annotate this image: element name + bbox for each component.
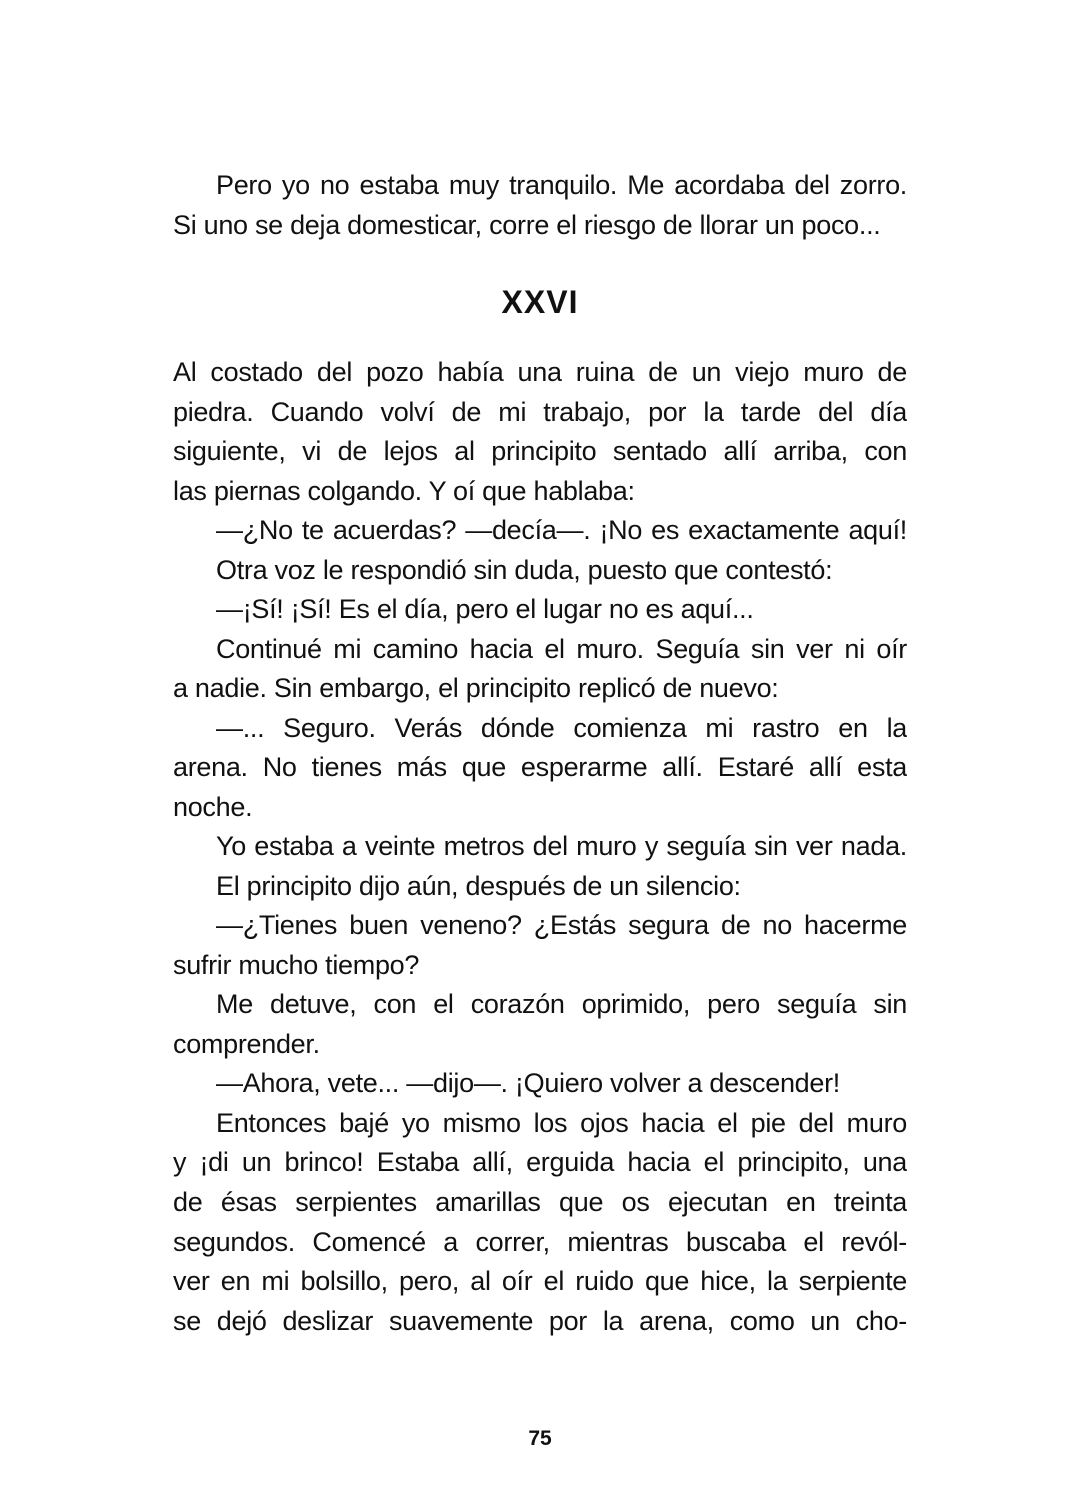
body-line: ver en mi bolsillo, pero, al oír el ruido que hice, la serpiente — [173, 1266, 907, 1296]
body-line: Entonces bajé yo mismo los ojos hacia el pie del muro — [216, 1108, 907, 1138]
body-line: Yo estaba a veinte metros del muro y seguía sin ver nada. — [216, 831, 907, 861]
body-line: siguiente, vi de lejos al principito sentado allí arriba, con — [173, 436, 907, 466]
body-line: —... Seguro. Verás dónde comienza mi rastro en la — [216, 713, 907, 743]
body-line: Otra voz le respondió sin duda, puesto que contestó: — [216, 555, 833, 585]
intro-line-1: Pero yo no estaba muy tranquilo. Me acordaba del zorro. — [216, 170, 907, 200]
body-line: y ¡di un brinco! Estaba allí, erguida hacia el principito, una — [173, 1147, 907, 1177]
body-line: sufrir mucho tiempo? — [173, 950, 420, 980]
body-line: —¿No te acuerdas? —decía—. ¡No es exactamente aquí! — [216, 515, 907, 545]
body-line: El principito dijo aún, después de un silencio: — [216, 871, 741, 901]
intro-line-2: Si uno se deja domesticar, corre el riesgo de llorar un poco... — [173, 210, 881, 240]
body-line: comprender. — [173, 1029, 320, 1059]
body-line: Me detuve, con el corazón oprimido, pero seguía sin — [216, 989, 907, 1019]
page-number: 75 — [528, 1427, 552, 1450]
body-line: Continué mi camino hacia el muro. Seguía sin ver ni oír — [216, 634, 907, 664]
body-line: Al costado del pozo había una ruina de un viejo muro de — [173, 357, 907, 387]
body-line: las piernas colgando. Y oí que hablaba: — [173, 476, 635, 506]
body-line: de ésas serpientes amarillas que os ejecutan en treinta — [173, 1187, 907, 1217]
body-line: se dejó deslizar suavemente por la arena, como un cho- — [173, 1306, 907, 1336]
body-line: segundos. Comencé a correr, mientras buscaba el revól- — [173, 1227, 907, 1257]
body-line: —¿Tienes buen veneno? ¿Estás segura de no hacerme — [216, 910, 907, 940]
body-line: arena. No tienes más que esperarme allí. Estaré allí esta — [173, 752, 907, 782]
body-line: piedra. Cuando volví de mi trabajo, por la tarde del día — [173, 397, 907, 427]
body-line: a nadie. Sin embargo, el principito replicó de nuevo: — [173, 673, 779, 703]
body-line: —Ahora, vete... —dijo—. ¡Quiero volver a descender! — [216, 1068, 840, 1098]
body-line: noche. — [173, 792, 253, 822]
chapter-title: XXVI — [501, 284, 579, 320]
body-line: —¡Sí! ¡Sí! Es el día, pero el lugar no es aquí... — [216, 594, 754, 624]
